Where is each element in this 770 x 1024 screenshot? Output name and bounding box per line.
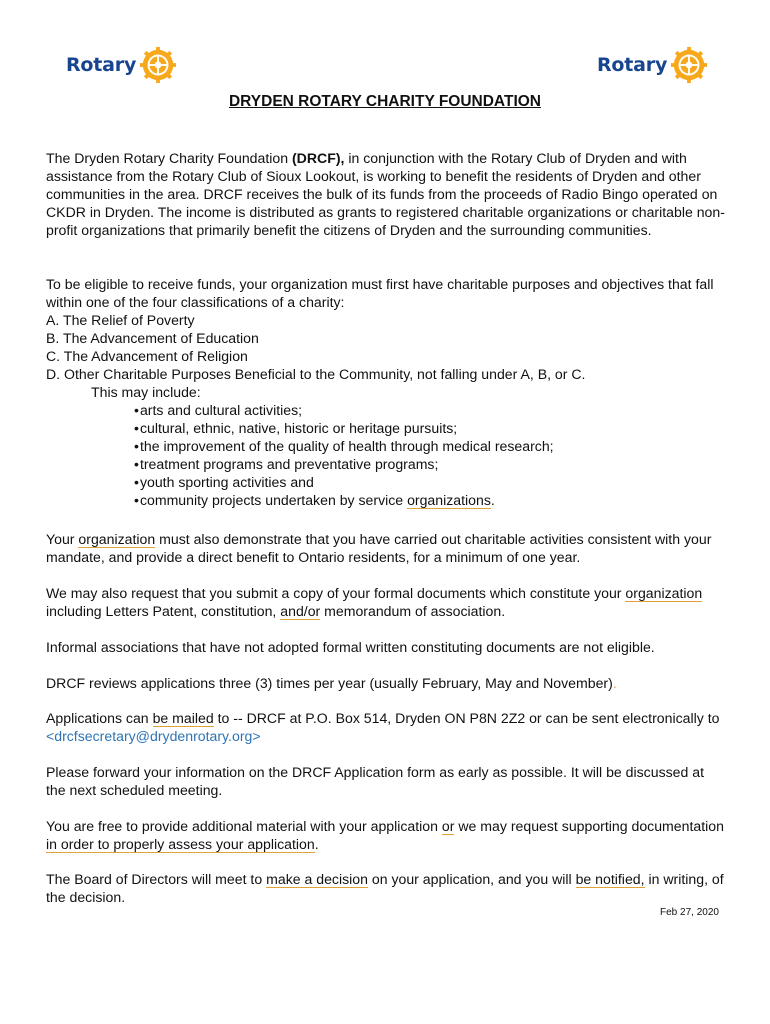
- rotary-logo-right: [597, 46, 708, 84]
- rotary-wheel-icon: [139, 46, 177, 84]
- activity-item: • cultural, ethnic, native, historic or heritage pursuits;: [134, 419, 726, 437]
- additional-material-paragraph: You are free to provide additional material with your application or we may request supporting documentation in order to properly assess your application.: [46, 818, 724, 852]
- activity-item: • community projects undertaken by service organizations.: [134, 491, 726, 509]
- email-link[interactable]: <drcfsecretary@drydenrotary.org>: [46, 728, 261, 744]
- demonstrate-paragraph: Your organization must also demonstrate that you have carried out charitable activities consistent with your mandate, and provide a direct benefit to Ontario residents, for a minimum of one year.: [46, 531, 712, 565]
- activity-item: • youth sporting activities and: [134, 473, 726, 491]
- class-item: C. The Advancement of Religion: [46, 348, 248, 364]
- eligibility-lead: To be eligible to receive funds, your organization must first have charitable purposes and objectives that fall within one of the four classifications of a charity:: [46, 276, 714, 310]
- board-paragraph: The Board of Directors will meet to make a decision on your application, and you will be notified, in writing, of the decision.: [46, 871, 724, 905]
- rotary-wheel-icon: [670, 46, 708, 84]
- activity-item: • the improvement of the quality of health through medical research;: [134, 437, 726, 455]
- eligibility-section: [46, 275, 726, 509]
- activities-list: [46, 401, 726, 509]
- informal-paragraph: Informal associations that have not adopted formal written constituting documents are not eligible.: [46, 639, 655, 655]
- activity-item: • treatment programs and preventative programs;: [134, 455, 726, 473]
- mail-paragraph: Applications can be mailed to -- DRCF at P.O. Box 514, Dryden ON P8N 2Z2 or can be sent electronically to <drcfsecretary@drydenrotary.org>: [46, 710, 720, 744]
- class-item: D. Other Charitable Purposes Beneficial to the Community, not falling under A, B, or C.: [46, 366, 586, 382]
- charity-classes: [46, 311, 726, 383]
- reviews-paragraph: DRCF reviews applications three (3) times per year (usually February, May and November).: [46, 675, 617, 691]
- forward-paragraph: Please forward your information on the DRCF Application form as early as possible. It will be discussed at the next scheduled meeting.: [46, 764, 705, 798]
- logo-text-right: Rotary: [597, 54, 668, 76]
- intro-paragraph: The Dryden Rotary Charity Foundation (DRCF), in conjunction with the Rotary Club of Dryden and with assistance from the Rotary Club of Sioux Lookout, is working to benefit the residents of Dryden and other communities in the area. DRCF receives the bulk of its funds from the proceeds of Radio Bingo operated on CKDR in Dryden. The income is distributed as grants to registered charitable organizations or charitable non-profit organizations that primarily benefit the citizens of Dryden and the surrounding communities.: [46, 150, 725, 238]
- document-date: Feb 27, 2020: [660, 907, 719, 918]
- class-item: B. The Advancement of Education: [46, 330, 259, 346]
- documents-paragraph: We may also request that you submit a copy of your formal documents which constitute your organization including Letters Patent, constitution, and/or memorandum of association.: [46, 585, 703, 619]
- activity-item: • arts and cultural activities;: [134, 401, 726, 419]
- page-title: DRYDEN ROTARY CHARITY FOUNDATION: [228, 93, 541, 110]
- logo-text-left: Rotary: [66, 54, 137, 76]
- class-item: A. The Relief of Poverty: [46, 312, 195, 328]
- rotary-logo-left: [66, 46, 177, 84]
- may-include-label: This may include:: [91, 384, 201, 400]
